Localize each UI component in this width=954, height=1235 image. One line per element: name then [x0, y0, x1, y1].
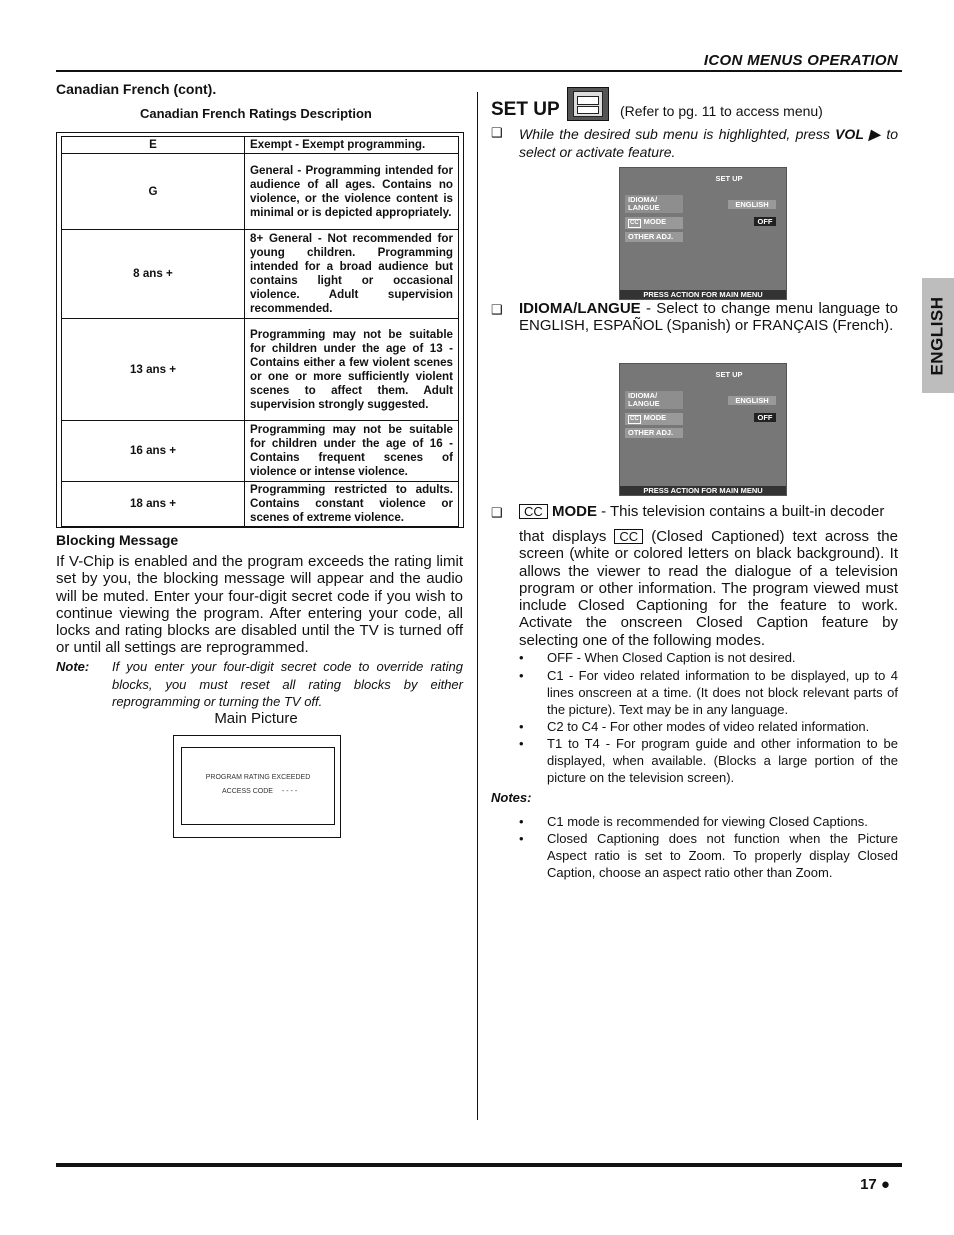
- menu-item-other-adj: OTHER ADJ.: [625, 232, 683, 242]
- bullet-icon: •: [519, 668, 524, 683]
- table-row: [62, 482, 459, 527]
- rating-code: G: [62, 154, 245, 230]
- cc-icon: CC: [519, 504, 548, 519]
- picture-message: PROGRAM RATING EXCEEDED: [205, 774, 311, 781]
- column-divider: [477, 92, 478, 1120]
- rating-code: E: [62, 137, 245, 154]
- setup-title: SET UP: [491, 99, 560, 120]
- rating-description: 8+ General - Not recommended for young children. Programming intended for a broad audience but contains light or occasional violence. Adult supervision recommended.: [245, 230, 459, 319]
- table-row: [62, 154, 459, 230]
- ratings-table: [61, 136, 459, 527]
- bullet-icon: •: [519, 736, 524, 751]
- language-side-tab: [922, 278, 954, 393]
- page-header-title: ICON MENUS OPERATION: [703, 52, 898, 69]
- list-item: • C2 to C4 - For other modes of video related information.: [519, 719, 870, 734]
- menu-value-mode: OFF: [754, 413, 776, 422]
- rating-description: Programming may not be suitable for children under the age of 16 - Contains frequent scenes of violence or intense violence.: [245, 421, 459, 482]
- list-item: • C1 - For video related information to be displayed, up to 4 lines onscreen at a time. (It does not block relevant parts of the picture). Text may be in any language.: [519, 668, 898, 717]
- main-picture-caption: Main Picture: [214, 710, 298, 727]
- menu-value-language: ENGLISH: [728, 396, 776, 405]
- list-item: • C1 mode is recommended for viewing Closed Captions.: [519, 814, 868, 829]
- list-item: • Closed Captioning does not function when the Picture Aspect ratio is set to Zoom. To properly display Closed Caption, choose an aspect ratio other than Zoom.: [519, 831, 898, 880]
- note-text: If you enter your four-digit secret code to override rating blocks, you must reset all rating blocks by either reprogramming or turning the TV off.: [112, 659, 463, 709]
- header-rule: [56, 70, 902, 72]
- blocking-title: Blocking Message: [56, 532, 179, 548]
- table-row: [62, 421, 459, 482]
- rating-code: 18 ans +: [62, 482, 245, 527]
- mode-heading: CC MODE - This television contains a built-in decoder: [519, 503, 898, 520]
- blocking-text: If V-Chip is enabled and the program exceeds the rating limit set by you, the blocking message will appear and the audio will be muted. Enter your four-digit secret code if you wish to continue viewing the program. After entering your code, all locks and rating blocks are disabled until the TV is turned off or until all settings are reprogrammed.: [56, 553, 463, 657]
- bullet-icon: •: [519, 814, 524, 829]
- rating-code: 13 ans +: [62, 319, 245, 421]
- rating-description: Programming restricted to adults. Contains constant violence or scenes of extreme violence.: [245, 482, 459, 527]
- bullet-icon: •: [519, 650, 524, 665]
- table-row: [62, 137, 459, 154]
- setup-menu-screen-2: [619, 363, 787, 496]
- checkbox-bullet-icon: [491, 128, 502, 139]
- setup-reference: (Refer to pg. 11 to access menu): [620, 103, 823, 119]
- cc-icon: CC: [630, 220, 639, 226]
- page-number: 17 ●: [860, 1176, 890, 1193]
- menu-item-other-adj: OTHER ADJ.: [625, 428, 683, 438]
- list-item: • OFF - When Closed Caption is not desired.: [519, 650, 796, 665]
- menu-title: SET UP: [715, 370, 743, 379]
- setup-icon: [567, 87, 609, 121]
- setup-menu-screen: [619, 167, 787, 300]
- list-item: • T1 to T4 - For program guide and other information to be displayed, when available. (Blocks a large portion of the picture on the television screen).: [519, 736, 898, 785]
- instruction-text: While the desired sub menu is highlighted, press VOL ▶ to select or activate feature.: [519, 126, 898, 160]
- ratings-table-frame: [56, 132, 464, 528]
- menu-value-mode: OFF: [754, 217, 776, 226]
- cc-icon: CC: [630, 416, 639, 422]
- rating-description: Exempt - Exempt programming.: [245, 137, 459, 154]
- access-code-label: ACCESS CODE: [222, 788, 273, 795]
- menu-footer-bar: PRESS ACTION FOR MAIN MENU: [620, 290, 786, 299]
- notes-label: Notes:: [491, 790, 532, 805]
- rating-description: Programming may not be suitable for children under the age of 13 - Contains either a few violent scenes or one or more sufficiently violent scenes to affect them. Adult supervision strongly suggested.: [245, 319, 459, 421]
- menu-item-idioma: IDIOMA/ LANGUE: [625, 195, 683, 213]
- rating-description: General - Programming intended for audience of all ages. Contains no violence, or the violence content is minimal or is depicted appropriately.: [245, 154, 459, 230]
- bullet-icon: •: [519, 831, 524, 846]
- section-title: Canadian French (cont).: [56, 81, 217, 97]
- rating-code: 8 ans +: [62, 230, 245, 319]
- bullet-icon: •: [519, 719, 524, 734]
- table-row: [62, 230, 459, 319]
- table-row: [62, 319, 459, 421]
- footer-rule: [56, 1163, 902, 1167]
- table-title: Canadian French Ratings Description: [140, 106, 372, 121]
- menu-item-cc-mode: CC MODE: [625, 413, 683, 425]
- menu-value-language: ENGLISH: [728, 200, 776, 209]
- checkbox-bullet-icon: [491, 305, 502, 316]
- mode-paragraph: that displays CC (Closed Captioned) text across the screen (white or colored letters on black background). It allows the viewer to read the dialogue of a television program or other information. The program viewed must include Closed Captioning for the feature to work. Activate the onscreen Closed Caption feature by selecting one of the following modes.: [519, 528, 898, 649]
- menu-title: SET UP: [715, 174, 743, 183]
- cc-icon: CC: [614, 529, 643, 544]
- rating-code: 16 ans +: [62, 421, 245, 482]
- access-code-value: - - - -: [282, 788, 298, 795]
- menu-item-cc-mode: CC MODE: [625, 217, 683, 229]
- idioma-paragraph: IDIOMA/LANGUE - Select to change menu language to ENGLISH, ESPAÑOL (Spanish) or FRANÇAIS (French).: [519, 300, 898, 335]
- checkbox-bullet-icon: [491, 508, 502, 519]
- blocking-message-screen: [181, 747, 335, 825]
- main-picture-frame: [173, 735, 341, 838]
- menu-footer-bar: PRESS ACTION FOR MAIN MENU: [620, 486, 786, 495]
- note-label: Note:: [56, 659, 90, 674]
- note: [56, 658, 463, 711]
- side-tab-label: ENGLISH: [928, 295, 947, 376]
- menu-item-idioma: IDIOMA/ LANGUE: [625, 391, 683, 409]
